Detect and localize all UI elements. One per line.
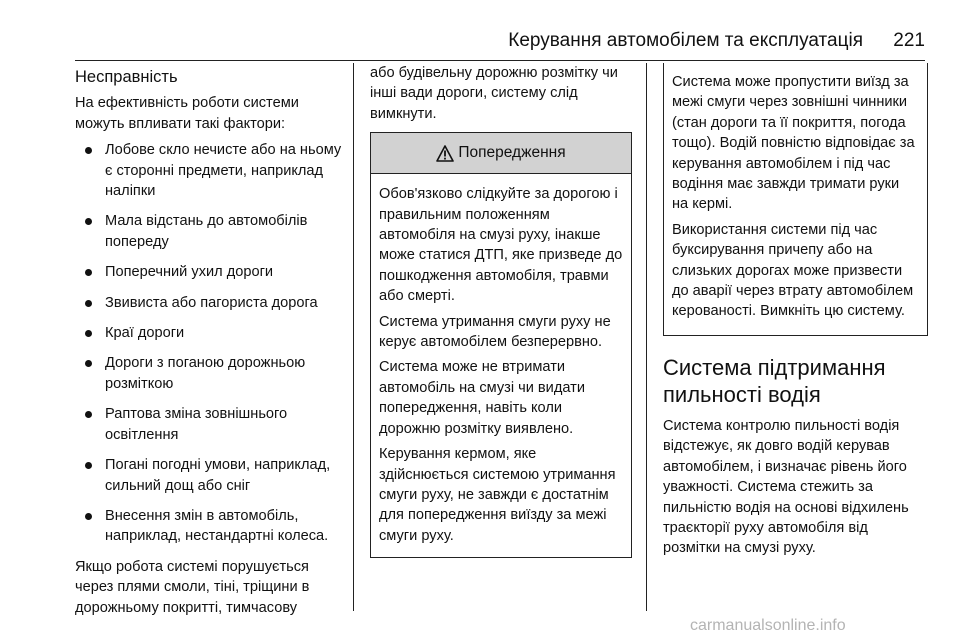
outro-text: Якщо робота системі порушується через плями смоли, тіні, тріщини в дорожньому покритті, тимчасову — [75, 558, 310, 616]
header-title: Керування автомобілем та експлуатація — [508, 30, 863, 51]
factor-list — [75, 140, 347, 547]
column-1 — [75, 63, 347, 624]
warning-box — [370, 132, 632, 558]
bullet-icon — [85, 147, 92, 154]
warning-body — [371, 174, 631, 557]
list-item: Звивиста або пагориста дорога — [75, 293, 347, 313]
warning-paragraph: Система може пропустити виїзд за межі смуги через зовнішні чинники (стан дороги та її покриття, погода тощо). Водій повністю відповідає за керування автомобілем і під час водіння має завжди тримати руки на кермі. — [672, 74, 915, 213]
warning-paragraph: Обов'язково слідкуйте за дорогою і правильним положенням автомобіля на смузі руху, інакше може статися ДТП, яке призведе до пошкодження автомобіля, травми або смерті. — [379, 186, 623, 305]
bullet-icon — [85, 330, 92, 337]
malfunction-heading: Несправність — [75, 68, 178, 86]
bullet-icon — [85, 218, 92, 225]
bullet-icon — [85, 411, 92, 418]
page-number: 221 — [893, 30, 925, 51]
list-item: Краї дороги — [75, 323, 347, 343]
warning-paragraph: Використання системи під час буксирування причепу або на слизьких дорогах може призвести до аварії через втрату автомобілем керованості. Вимкніть цю систему. — [672, 221, 914, 320]
list-item: Раптова зміна зовнішнього освітлення — [75, 404, 347, 445]
column-divider-2 — [646, 63, 647, 611]
list-item: Погані погодні умови, наприклад, сильний дощ або сніг — [75, 455, 347, 496]
section-text: Система контролю пильності водія відстежує, як довго водій керував автомобілем, і визначає рівень його уважності. Система стежить за пильністю водія на основі відхилень траєкторії руху автомобіля від розмітки на смузі руху. — [663, 417, 909, 557]
warning-header — [371, 133, 631, 174]
list-item: Внесення змін в автомобіль, наприклад, нестандартні колеса. — [75, 506, 347, 547]
list-item: Дороги з поганою дорожньою розміткою — [75, 353, 347, 394]
warning-box-continued — [663, 63, 928, 336]
section-title: Система підтримання пильності водія — [663, 354, 886, 407]
watermark: carmanualsonline.info — [690, 617, 846, 634]
bullet-icon — [85, 269, 92, 276]
bullet-icon — [85, 462, 92, 469]
bullet-icon — [85, 300, 92, 307]
column-3 — [663, 63, 928, 565]
warning-title: Попередження — [458, 144, 566, 162]
list-item: Поперечний ухил дороги — [75, 262, 347, 282]
warning-paragraph: Система утримання смуги руху не керує автомобілем безперервно. — [379, 313, 611, 351]
bullet-icon — [85, 513, 92, 520]
warning-paragraph: Керування кермом, яке здійснюється системою утримання смуги руху, не завжди є достатнім для попередження виїзду за межі смуги руху. — [379, 446, 616, 544]
list-item: Мала відстань до автомобілів попереду — [75, 211, 347, 252]
warning-triangle-icon — [436, 145, 454, 162]
warning-paragraph: Система може не втримати автомобіль на смузі чи видати попередження, навіть коли дорожню розмітку виявлено. — [379, 359, 585, 437]
page-header — [75, 26, 925, 61]
list-item: Лобове скло нечисте або на ньому є сторонні предмети, наприклад наліпки — [75, 140, 347, 201]
bullet-icon — [85, 360, 92, 367]
column-divider-1 — [353, 63, 354, 611]
continued-text: або будівельну дорожню розмітку чи інші вади дороги, систему слід вимкнути. — [370, 65, 618, 122]
column-2 — [370, 63, 632, 558]
intro-text: На ефективність роботи системи можуть впливати такі фактори: — [75, 95, 299, 132]
